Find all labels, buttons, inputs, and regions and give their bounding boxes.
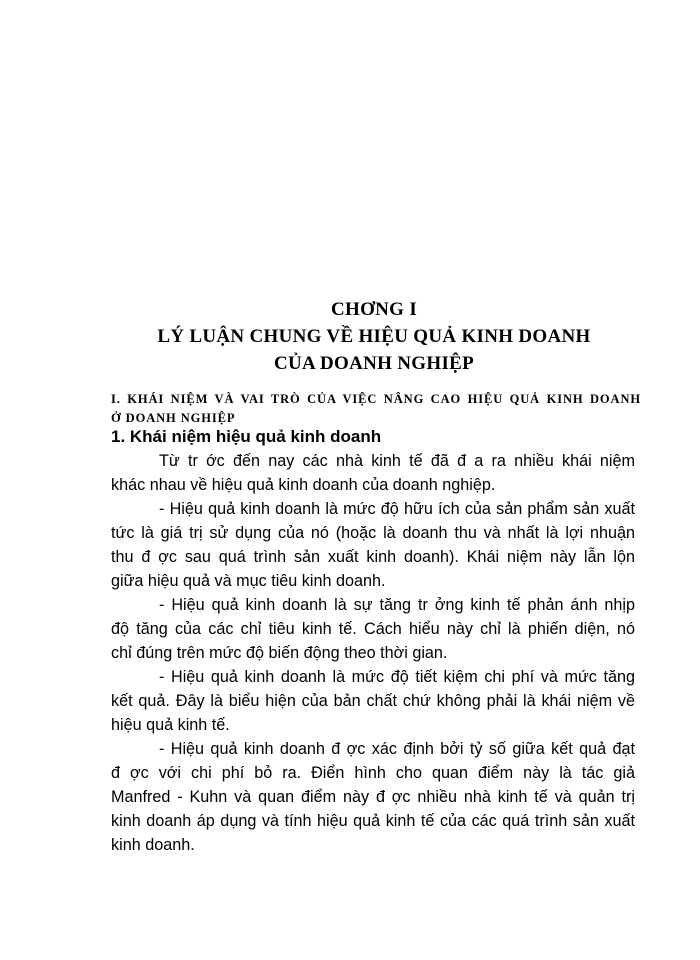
section-heading-line-2: Ở DOANH NGHIỆP — [111, 411, 236, 425]
paragraph-4-line-2: kết quả. Đây là biểu hiện của bản chất chứ không phải là khái niệm về — [111, 692, 635, 710]
paragraph-2-line-2: tức là giá trị sử dụng của nó (hoặc là doanh thu và nhất là lợi nhuận — [111, 524, 635, 542]
paragraph-2-line-4: giữa hiệu quả và mục tiêu kinh doanh. — [111, 572, 386, 590]
paragraph-5-line-3: Manfred - Kuhn và quan điểm này đ ợc nhiều nhà kinh tế và quản trị — [111, 788, 635, 806]
paragraph-4-line-1: - Hiệu quả kinh doanh là mức độ tiết kiệm chi phí và mức tăng — [159, 668, 635, 686]
paragraph-3-line-3: chỉ đúng trên mức độ biến động theo thời gian. — [111, 644, 448, 662]
chapter-heading — [110, 296, 638, 377]
body-text — [111, 449, 635, 857]
subsection-heading: 1. Khái niệm hiệu quả kinh doanh — [111, 427, 382, 446]
paragraph-4-line-3: hiệu quả kinh tế. — [111, 716, 230, 734]
chapter-number: CHƠNG I — [330, 299, 418, 320]
chapter-title-line-2: CỦA DOANH NGHIỆP — [273, 353, 475, 374]
paragraph-2-line-3: thu đ ợc sau quá trình sản xuất kinh doanh). Khái niệm này lẫn lộn — [111, 548, 635, 566]
section-heading — [111, 390, 641, 428]
paragraph-5-line-2: đ ợc với chi phí bỏ ra. Điển hình cho quan điểm này là tác giả — [111, 764, 635, 782]
paragraph-3-line-2: độ tăng của các chỉ tiêu kinh tế. Cách hiểu này chỉ là phiến diện, nó — [111, 620, 635, 638]
paragraph-5-line-4: kinh doanh áp dụng và tính hiệu quả kinh tế của các quá trình sản xuất — [111, 812, 635, 830]
paragraph-5-line-5: kinh doanh. — [111, 836, 195, 854]
paragraph-2-line-1: - Hiệu quả kinh doanh là mức độ hữu ích của sản phẩm sản xuất — [159, 500, 635, 518]
chapter-title-line-1: LÝ LUẬN CHUNG VỀ HIỆU QUẢ KINH DOANH — [157, 326, 591, 347]
paragraph-3-line-1: - Hiệu quả kinh doanh là sự tăng tr ởng kinh tế phản ánh nhịp — [159, 596, 635, 614]
paragraph-1-line-1: Từ tr ớc đến nay các nhà kinh tế đã đ a ra nhiều khái niệm — [159, 452, 635, 470]
paragraph-5-line-1: - Hiệu quả kinh doanh đ ợc xác định bởi tỷ số giữa kết quả đạt — [159, 740, 635, 758]
section-heading-line-1: I. KHÁI NIỆM VÀ VAI TRÒ CỦA VIỆC NÂNG CAO HIỆU QUẢ KINH DOANH — [111, 392, 641, 406]
paragraph-1-line-2: khác nhau về hiệu quả kinh doanh của doanh nghiệp. — [111, 476, 496, 494]
